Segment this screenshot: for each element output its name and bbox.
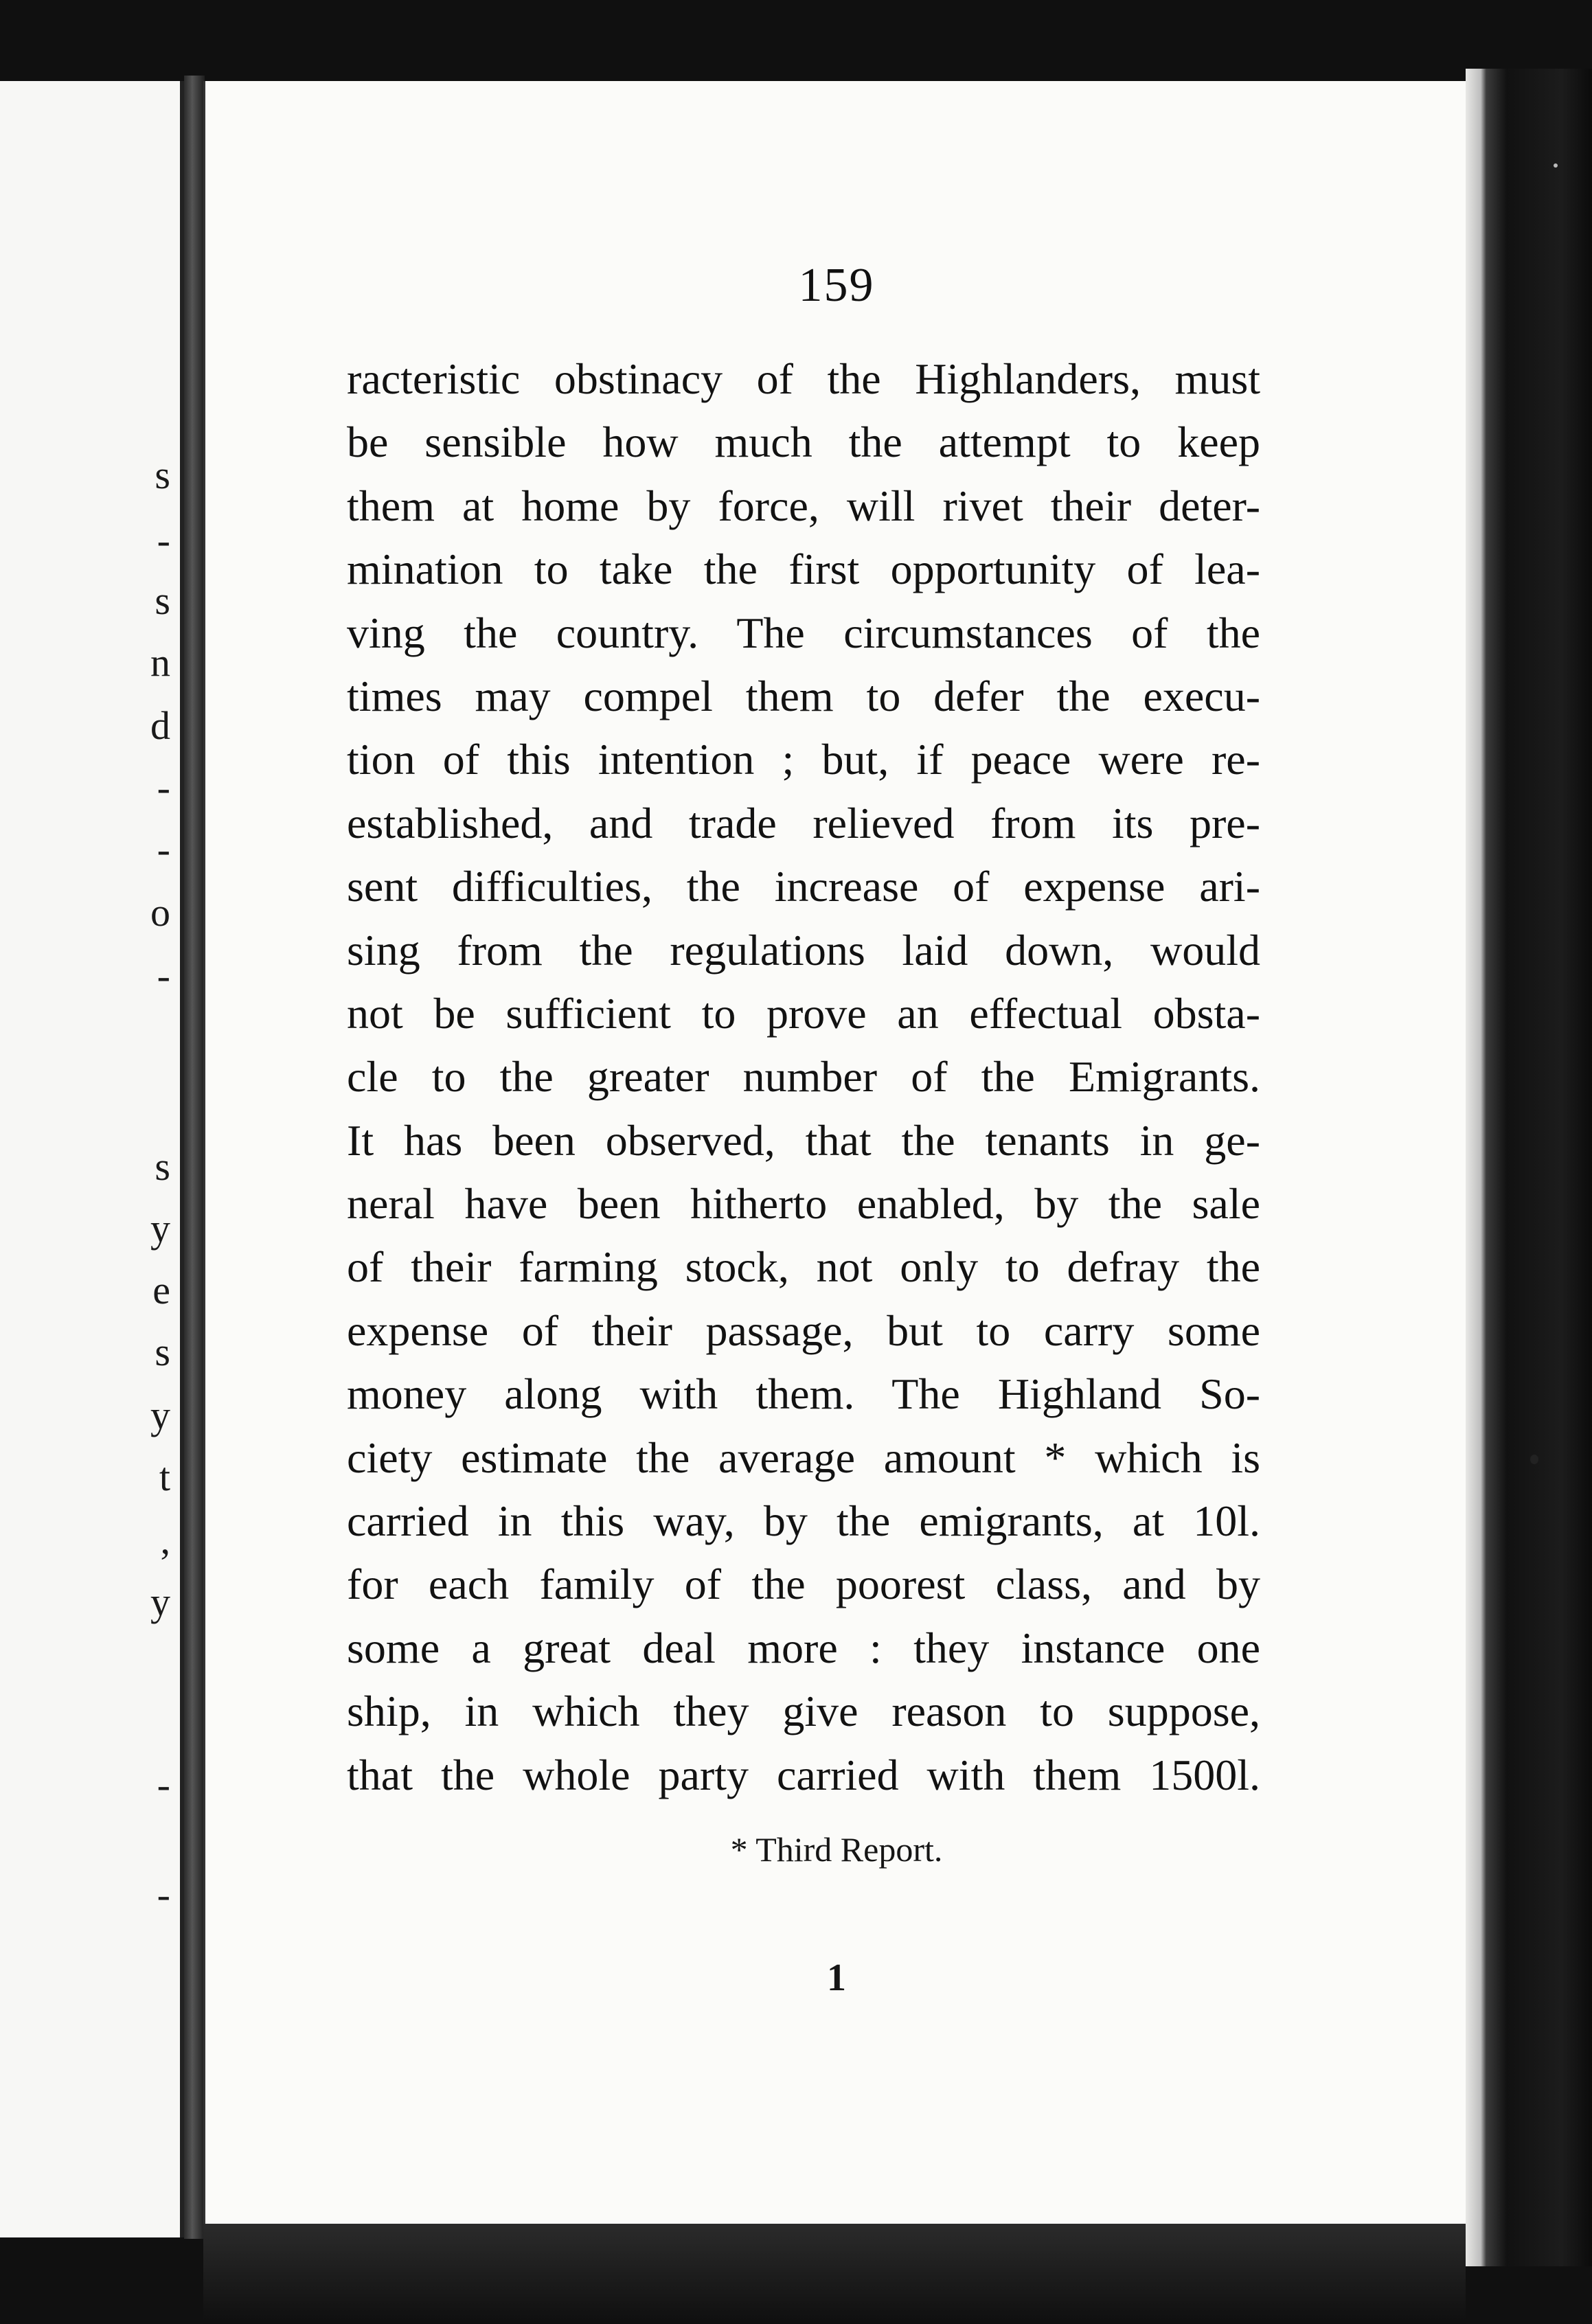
left-page-fragment <box>0 81 184 2237</box>
text-line: for each family of the poorest class, and by <box>347 1560 1260 1609</box>
signature-mark: 1 <box>827 1957 846 1999</box>
text-line: not be sufficient to prove an effectual obsta- <box>347 988 1260 1038</box>
left-fragment-char: y <box>150 1206 170 1251</box>
left-fragment-char: s <box>155 453 170 497</box>
text-line: ving the country. The circumstances of the <box>347 608 1260 657</box>
book-gutter <box>184 76 205 2239</box>
left-fragment-char: - <box>157 1872 170 1917</box>
text-line: ciety estimate the average amount * which is <box>347 1433 1260 1482</box>
left-fragment-char: - <box>157 1762 170 1807</box>
body-text <box>347 348 1260 1807</box>
scan-speck <box>1530 1455 1538 1464</box>
text-line: money along with them. The Highland So- <box>347 1369 1260 1419</box>
left-fragment-char: s <box>155 1330 170 1374</box>
text-line: of their farming stock, not only to defray the <box>347 1242 1260 1292</box>
left-fragment-char: - <box>157 518 170 562</box>
text-line: established, and trade relieved from its pre- <box>347 798 1260 847</box>
text-line: them at home by force, will rivet their deter- <box>347 481 1260 530</box>
text-line: times may compel them to defer the execu- <box>347 671 1260 720</box>
text-line: sent difficulties, the increase of expense ari- <box>347 862 1260 911</box>
text-line: mination to take the first opportunity of lea- <box>347 545 1260 594</box>
text-line: carried in this way, by the emigrants, at 10l. <box>347 1496 1260 1546</box>
left-fragment-char: , <box>160 1518 170 1562</box>
left-fragment-char: s <box>155 578 170 623</box>
left-fragment-char: - <box>157 953 170 998</box>
left-fragment-char: y <box>150 1580 170 1624</box>
page-right-edge <box>1466 69 1592 2266</box>
text-line: some a great deal more : they instance one <box>347 1623 1260 1672</box>
left-fragment-char: y <box>150 1393 170 1437</box>
text-line: tion of this intention ; but, if peace were re- <box>347 735 1260 784</box>
text-line: that the whole party carried with them 1500l. <box>347 1750 1260 1799</box>
page-number: 159 <box>798 259 875 312</box>
text-line: sing from the regulations laid down, would <box>347 925 1260 975</box>
text-line: ship, in which they give reason to suppose, <box>347 1687 1260 1736</box>
footnote: * Third Report. <box>730 1830 943 1869</box>
scan-speck <box>1554 163 1558 168</box>
text-line: expense of their passage, but to carry some <box>347 1306 1260 1355</box>
book-page <box>203 81 1468 2224</box>
text-line: It has been observed, that the tenants in ge- <box>347 1115 1260 1165</box>
left-fragment-char: s <box>155 1144 170 1189</box>
left-fragment-char: - <box>157 765 170 810</box>
left-fragment-char: d <box>150 703 170 748</box>
left-fragment-char: e <box>152 1268 170 1312</box>
text-line: neral have been hitherto enabled, by the sale <box>347 1179 1260 1229</box>
left-fragment-char: - <box>157 827 170 872</box>
left-fragment-char: o <box>150 890 170 935</box>
left-fragment-char: t <box>159 1455 170 1499</box>
text-line: racteristic obstinacy of the Highlanders, must <box>347 354 1260 403</box>
page-bottom-edge <box>203 2224 1466 2324</box>
left-fragment-char: n <box>150 640 170 685</box>
text-line: cle to the greater number of the Emigrants. <box>347 1052 1260 1102</box>
text-line: be sensible how much the attempt to keep <box>347 418 1260 467</box>
